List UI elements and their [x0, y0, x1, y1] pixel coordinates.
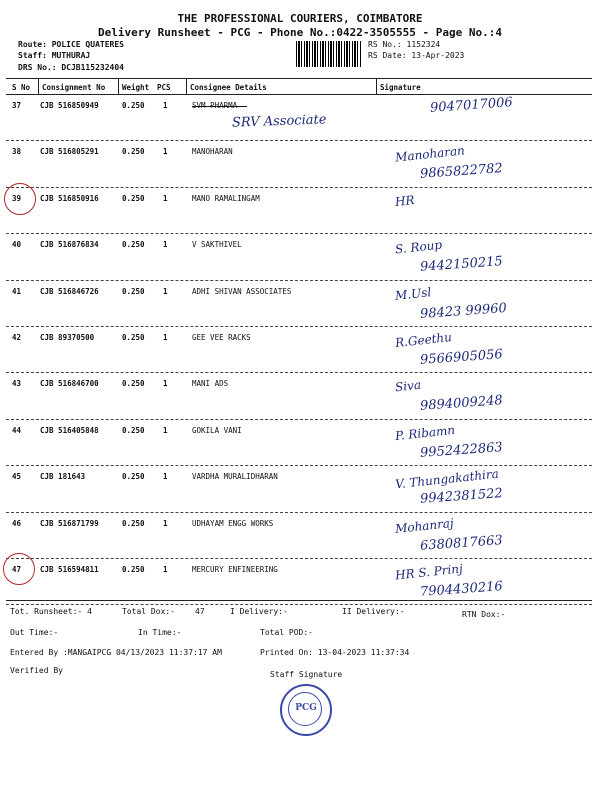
- staff-label: Staff: MUTHURAJ: [18, 51, 91, 60]
- row-signature: P. Ribamn: [394, 422, 456, 443]
- row-pcs: 1: [163, 333, 168, 342]
- row-weight: 0.250: [122, 147, 145, 157]
- row-consignee: MANO RAMALINGAM: [192, 193, 260, 203]
- row-signature-phone: 9566905056: [419, 347, 504, 368]
- row-signature-phone: 98423 99960: [419, 300, 508, 322]
- row-pcs: 1: [163, 240, 168, 250]
- col-weight: Weight: [122, 83, 150, 92]
- row-signature: SRV Associate: [231, 112, 327, 131]
- row-pcs: 1: [163, 472, 168, 482]
- row-separator: [6, 604, 592, 605]
- row-consignee: GOKILA VANI: [192, 425, 242, 435]
- row-separator: [6, 140, 592, 141]
- header-sep: [376, 78, 377, 94]
- row-consignment: CJB 516594811: [40, 565, 99, 574]
- col-pcs: PCS: [157, 83, 171, 92]
- route-label: Route: POLICE QUATERES: [18, 40, 124, 49]
- row-separator: [6, 372, 592, 373]
- row-sno: 43: [12, 379, 22, 389]
- row-separator: [6, 465, 592, 466]
- drs-number: DRS No.: DCJB115232404: [18, 63, 124, 72]
- row-sno: 41: [12, 286, 22, 296]
- row-sno: 37: [12, 101, 22, 110]
- row-weight: 0.250: [122, 286, 145, 296]
- row-separator: [6, 419, 592, 420]
- row-signature: Manoharan: [394, 143, 466, 166]
- row-signature-phone: 9952422863: [419, 439, 504, 461]
- row-sno: 40: [12, 240, 22, 250]
- col-sno: S No: [12, 83, 31, 92]
- row-pcs: 1: [163, 147, 168, 157]
- company-name: THE PROFESSIONAL COURIERS, COIMBATORE: [177, 12, 423, 25]
- row-signature: V. Thungakathira: [394, 466, 500, 492]
- row-sno: 39: [12, 193, 22, 203]
- row-sno: 47: [12, 565, 22, 574]
- row-consignment: CJB 516850916: [40, 193, 99, 203]
- row-consignee: VARDHA MURALIDHARAN: [192, 472, 278, 482]
- row-consignee: SVM PHARMA: [192, 101, 238, 110]
- row-sno: 38: [12, 147, 22, 157]
- row-separator: [6, 326, 592, 327]
- row-sno: 45: [12, 472, 22, 482]
- row-consignee: MANI ADS: [192, 379, 229, 389]
- rs-number: RS No.: 1152324: [368, 40, 441, 49]
- row-pcs: 1: [163, 425, 168, 435]
- row-signature-phone: 9442150215: [419, 254, 504, 276]
- total-pod: Total POD:-: [260, 628, 313, 637]
- row-consignee: GEE VEE RACKS: [192, 333, 251, 342]
- col-signature: Signature: [380, 83, 421, 92]
- row-weight: 0.250: [122, 193, 145, 203]
- header-sep: [38, 78, 39, 94]
- row-consignment: CJB 516405848: [40, 425, 99, 435]
- row-weight: 0.250: [122, 472, 145, 482]
- row-separator: [6, 280, 592, 281]
- row-consignment: CJB 181643: [40, 472, 86, 482]
- total-dox-value: 47: [195, 607, 205, 616]
- row-signature-phone: 9894009248: [419, 393, 504, 415]
- row-consignment: CJB 516846700: [40, 379, 99, 389]
- stamp: [280, 684, 332, 736]
- row-consignee: UDHAYAM ENGG WORKS: [192, 518, 274, 528]
- header-rule-top: [6, 78, 592, 79]
- row-pcs: 1: [163, 101, 168, 110]
- row-separator: [6, 187, 592, 188]
- total-dox-label: Total Dox:-: [122, 607, 175, 616]
- row-consignee: MERCURY ENFINEERING: [192, 565, 278, 574]
- row-pcs: 1: [163, 286, 168, 296]
- row-weight: 0.250: [122, 101, 145, 110]
- row-signature: Siva: [394, 378, 422, 395]
- row-consignment: CJB 89370500: [40, 333, 95, 342]
- runsheet-subtitle: Delivery Runsheet - PCG - Phone No.:0422-3505555 - Page No.:4: [98, 26, 502, 39]
- row-consignment: CJB 516871799: [40, 518, 99, 528]
- footer-rule: [6, 600, 592, 601]
- row-separator: [6, 233, 592, 234]
- row-signature: HR S. Prinj: [394, 561, 464, 583]
- row-weight: 0.250: [122, 240, 145, 250]
- row-consignee: V SAKTHIVEL: [192, 240, 242, 250]
- i-delivery: I Delivery:-: [230, 607, 288, 616]
- row-signature-phone: 9047017006: [429, 95, 514, 116]
- row-consignment: CJB 516850949: [40, 101, 99, 110]
- row-weight: 0.250: [122, 518, 145, 528]
- row-pcs: 1: [163, 518, 168, 528]
- row-separator: [6, 558, 592, 559]
- out-time: Out Time:-: [10, 628, 59, 637]
- barcode: [296, 41, 362, 67]
- row-sno: 44: [12, 425, 22, 435]
- row-signature: HR: [394, 192, 416, 209]
- row-signature: M.Usl: [394, 284, 432, 303]
- row-separator: [6, 512, 592, 513]
- printed-on: Printed On: 13-04-2023 11:37:34: [260, 648, 410, 657]
- header-sep: [118, 78, 119, 94]
- col-consignment: Consignment No: [42, 83, 106, 92]
- rs-date: RS Date: 13-Apr-2023: [368, 51, 465, 60]
- row-signature-phone: 9865822782: [419, 161, 504, 183]
- row-pcs: 1: [163, 193, 168, 203]
- header-sep: [186, 78, 187, 94]
- verified-by: Verified By: [10, 666, 63, 675]
- row-pcs: 1: [163, 379, 168, 389]
- row-signature: S. Roup: [394, 237, 443, 257]
- row-signature-phone: 7904430216: [419, 579, 504, 600]
- in-time: In Time:-: [138, 628, 182, 637]
- entered-by: Entered By :MANGAIPCG 04/13/2023 11:37:17 AM: [10, 648, 222, 657]
- row-sno: 46: [12, 518, 22, 528]
- row-sno: 42: [12, 333, 22, 342]
- row-weight: 0.250: [122, 425, 145, 435]
- tot-runsheet: Tot. Runsheet:- 4: [10, 607, 92, 616]
- col-consignee: Consignee Details: [190, 83, 267, 92]
- row-weight: 0.250: [122, 333, 145, 342]
- row-pcs: 1: [163, 565, 168, 574]
- row-consignment: CJB 516846726: [40, 286, 99, 296]
- staff-signature-label: Staff Signature: [270, 670, 343, 679]
- row-signature: R.Geethu: [394, 330, 453, 350]
- circle-mark: [3, 553, 35, 585]
- row-consignment: CJB 516876834: [40, 240, 99, 250]
- row-signature-phone: 6380817663: [419, 532, 504, 554]
- circle-mark: [4, 183, 36, 215]
- stamp-text: PCG: [295, 703, 317, 713]
- row-signature: Mohanraj: [394, 515, 455, 536]
- strike-line: [192, 106, 247, 107]
- row-signature-phone: 9942381522: [419, 486, 504, 508]
- row-consignee: ADHI SHIVAN ASSOCIATES: [192, 286, 292, 296]
- row-weight: 0.250: [122, 565, 145, 574]
- row-consignment: CJB 516805291: [40, 147, 99, 157]
- row-weight: 0.250: [122, 379, 145, 389]
- ii-delivery: II Delivery:-: [342, 607, 405, 616]
- row-consignee: MANOHARAN: [192, 147, 233, 157]
- rtn-dox: RTN Dox:-: [462, 610, 506, 619]
